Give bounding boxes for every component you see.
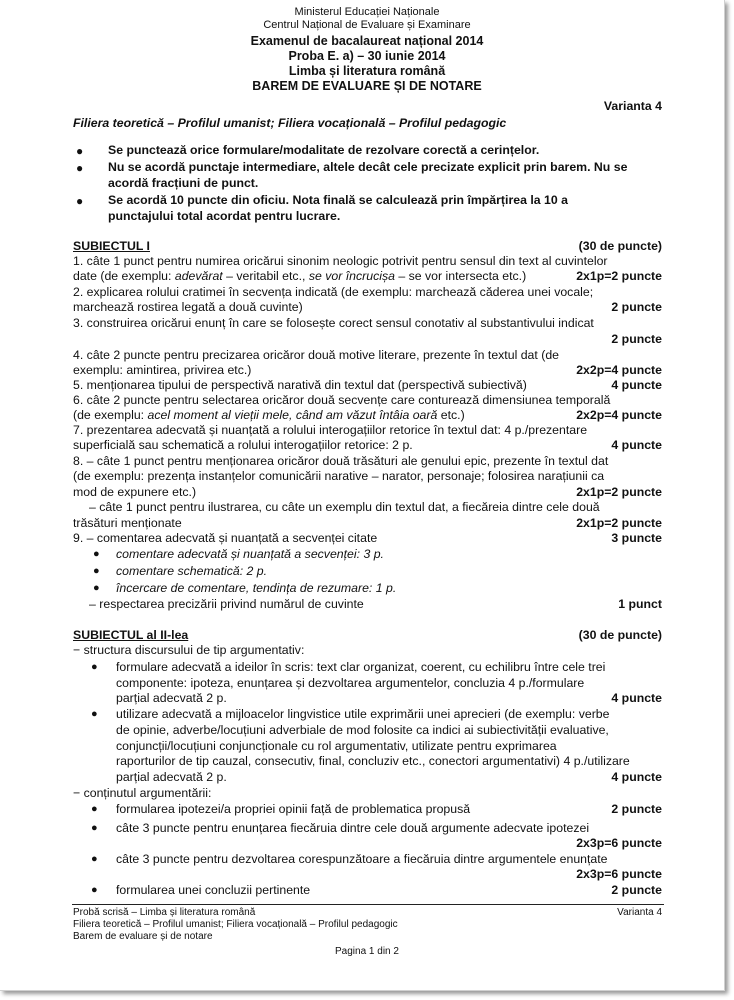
struct-b-line-5: parțial adecvată 2 p. [116, 770, 227, 784]
bullet-icon: ● [93, 565, 100, 577]
footer-divider [72, 904, 664, 905]
filiera-line: Filiera teoretică – Profilul umanist; Filiera vocațională – Profilul pedagogic [73, 116, 507, 130]
item-1-score: 2x1p=2 puncte [576, 269, 662, 283]
item-5-line-1: 5. menționarea tipului de perspectivă narativă din textul dat (perspectivă subiectivă) [73, 378, 527, 392]
item-4-line-1: 4. câte 2 puncte pentru precizarea oricăror două motive literare, prezente în textul dat (de [73, 348, 559, 362]
item-9-sub-3: încercare de comentare, tendința de rezumare: 1 p. [116, 581, 397, 595]
bullet-icon: ● [76, 144, 84, 158]
item-9-sub-2: comentare schematică: 2 p. [116, 564, 268, 578]
bullet-icon: ● [76, 161, 84, 175]
struct-a-line-1: formulare adecvată a ideilor în scris: text clar organizat, coerent, cu echilibru între cele trei [116, 660, 606, 674]
struct-b-line-1: utilizare adecvată a mijloacelor lingvistice utile exprimării unei aprecieri (de exemplu: verbe [116, 707, 610, 721]
rule-2a: Nu se acordă punctaje intermediare, altele decât cele precizate explicit prin barem. Nu se [108, 160, 628, 174]
struct-b-line-4: raporturilor de tip cauzal, consecutiv, final, concluziv etc., conectori argumentativi) 4 p./utilizare [116, 754, 630, 768]
item-4-line-2: exemplu: amintirea, privirea etc.) [73, 363, 252, 377]
item-9-line-2: – respectarea precizării privind numărul de cuvinte [89, 597, 364, 611]
footer-line-3: Barem de evaluare și de notare [73, 931, 213, 942]
item-8-line-2: (de exemplu: prezența instanțelor comunicării narative – narator, personaje; folosirea narațiunii ca [73, 469, 605, 483]
item-2-score: 2 puncte [611, 300, 662, 314]
item-5-score: 4 puncte [611, 378, 662, 392]
item-3-line-1: 3. construirea oricărui enunț în care se folosește corect sensul conotativ al substantivului indicat [73, 316, 594, 330]
content-heading: − conținutul argumentării: [73, 786, 212, 800]
footer-variant: Varianta 4 [617, 907, 662, 918]
item-4-score: 2x2p=4 puncte [576, 363, 662, 377]
item-9-score-2: 1 punct [618, 597, 662, 611]
rule-2b: acordă fracțiuni de punct. [108, 176, 259, 190]
item-3-score: 2 puncte [611, 332, 662, 346]
section-points: (30 de puncte) [578, 239, 662, 253]
exam-title: Examenul de bacalaureat național 2014 [250, 34, 484, 48]
struct-b-line-3: conjuncții/locuțiuni conjuncționale cu rol argumentativ, utilizate pentru exprimarea [116, 739, 557, 753]
content-2-score: 2x3p=6 puncte [576, 836, 662, 850]
section-title: SUBIECTUL I [73, 239, 150, 253]
bullet-icon: ● [91, 661, 98, 673]
item-2-line-2: marchează rostirea legată a două cuvinte) [73, 300, 303, 314]
barem-title: BAREM DE EVALUARE ȘI DE NOTARE [252, 79, 482, 93]
item-1-line-1: 1. câte 1 punct pentru numirea oricărui sinonim neologic potrivit pentru sensul din text al cuvintelor [73, 254, 608, 268]
item-9-line-1: 9. – comentarea adecvată și nuanțată a secvenței citate [73, 531, 378, 545]
item-8-score-2: 2x1p=2 puncte [576, 516, 662, 530]
bullet-icon: ● [91, 853, 98, 865]
content-2: câte 3 puncte pentru enunțarea fiecăruia dintre cele două argumente adecvate ipotezei [116, 821, 590, 835]
item-8-line-5: trăsături menționate [73, 516, 182, 530]
bullet-icon: ● [91, 884, 98, 896]
item-8-score-1: 2x1p=2 puncte [576, 485, 662, 499]
bullet-icon: ● [91, 803, 98, 815]
center-name: Centrul Național de Evaluare și Examinare [263, 19, 471, 31]
structure-heading: − structura discursului de tip argumentativ: [73, 643, 305, 657]
item-8-line-3: mod de expunere etc.) [73, 485, 197, 499]
content-3: câte 3 puncte pentru dezvoltarea corespunzătoare a fiecăruia dintre argumentele enunțate [116, 852, 608, 866]
item-7-line-1: 7. prezentarea adecvată și nuanțată a rolului interogațiilor retorice în textul dat: 4 p./prezentare [73, 423, 588, 437]
rule-1: Se punctează orice formulare/modalitate de rezolvare corectă a cerințelor. [108, 143, 540, 157]
struct-a-line-3: parțial adecvată 2 p. [116, 691, 227, 705]
content-4-score: 2 puncte [611, 883, 662, 897]
item-6-score: 2x2p=4 puncte [576, 408, 662, 422]
section-points: (30 de puncte) [578, 628, 662, 642]
bullet-icon: ● [93, 548, 100, 560]
footer-line-1: Probă scrisă – Limba și literatura română [73, 907, 256, 918]
item-7-score: 4 puncte [611, 438, 662, 452]
bullet-icon: ● [76, 194, 84, 208]
item-9-score: 3 puncte [611, 531, 662, 545]
content-1-score: 2 puncte [611, 802, 662, 816]
bullet-icon: ● [91, 708, 98, 720]
item-9-sub-1: comentare adecvată și nuanțată a secvenței: 3 p. [116, 547, 384, 561]
struct-b-score: 4 puncte [611, 770, 662, 784]
item-6-line-1: 6. câte 2 puncte pentru selectarea oricăror două secvențe care conturează dimensiunea temporală [73, 393, 611, 407]
item-7-line-2: superficială sau schematică a rolului interogațiilor retorice: 2 p. [73, 438, 413, 452]
section-title: SUBIECTUL al II-lea [73, 628, 189, 642]
footer-line-2: Filiera teoretică – Profilul umanist; Filiera vocațională – Profilul pedagogic [73, 919, 398, 930]
content-3-score: 2x3p=6 puncte [576, 867, 662, 881]
proba-line: Proba E. a) – 30 iunie 2014 [288, 49, 446, 63]
content-4: formularea unei concluzii pertinente [116, 883, 311, 897]
item-8-line-4: – câte 1 punct pentru ilustrarea, cu câte un exemplu din textul dat, a fiecăreia dintre cele două [89, 500, 600, 514]
content-1: formularea ipotezei/a propriei opinii față de problematica propusă [116, 802, 471, 816]
item-6-line-2: (de exemplu: acel moment al vieții mele, când am văzut întâia oară etc.) [73, 408, 465, 422]
variant-label: Varianta 4 [603, 99, 662, 113]
rule-3a: Se acordă 10 puncte din oficiu. Nota finală se calculează prin împărțirea la 10 a [108, 193, 568, 207]
struct-a-score: 4 puncte [611, 691, 662, 705]
bullet-icon: ● [91, 822, 98, 834]
subject-line: Limba și literatura română [288, 64, 446, 78]
rule-3b: punctajului total acordat pentru lucrare. [108, 209, 341, 223]
ministry-name: Ministerul Educației Naționale [294, 6, 440, 18]
page-number: Pagina 1 din 2 [335, 946, 399, 957]
item-2-line-1: 2. explicarea rolului cratimei în secvența indicată (de exemplu: marchează căderea unei vocale; [73, 285, 594, 299]
struct-b-line-2: de opinie, adverbe/locuțiuni adverbiale de mod folosite ca indici ai subiectivității evaluative, [116, 723, 609, 737]
item-8-line-1: 8. – câte 1 punct pentru menționarea oricăror două trăsături ale genului epic, prezente în textul dat [73, 454, 609, 468]
struct-a-line-2: componente: ipoteza, enunțarea și dezvoltarea argumentelor, concluzia 4 p./formulare [116, 676, 585, 690]
item-1-line-2: date (de exemplu: adevărat – veritabil etc., se vor încrucișa – se vor intersecta etc.) [73, 269, 527, 283]
bullet-icon: ● [93, 582, 100, 594]
